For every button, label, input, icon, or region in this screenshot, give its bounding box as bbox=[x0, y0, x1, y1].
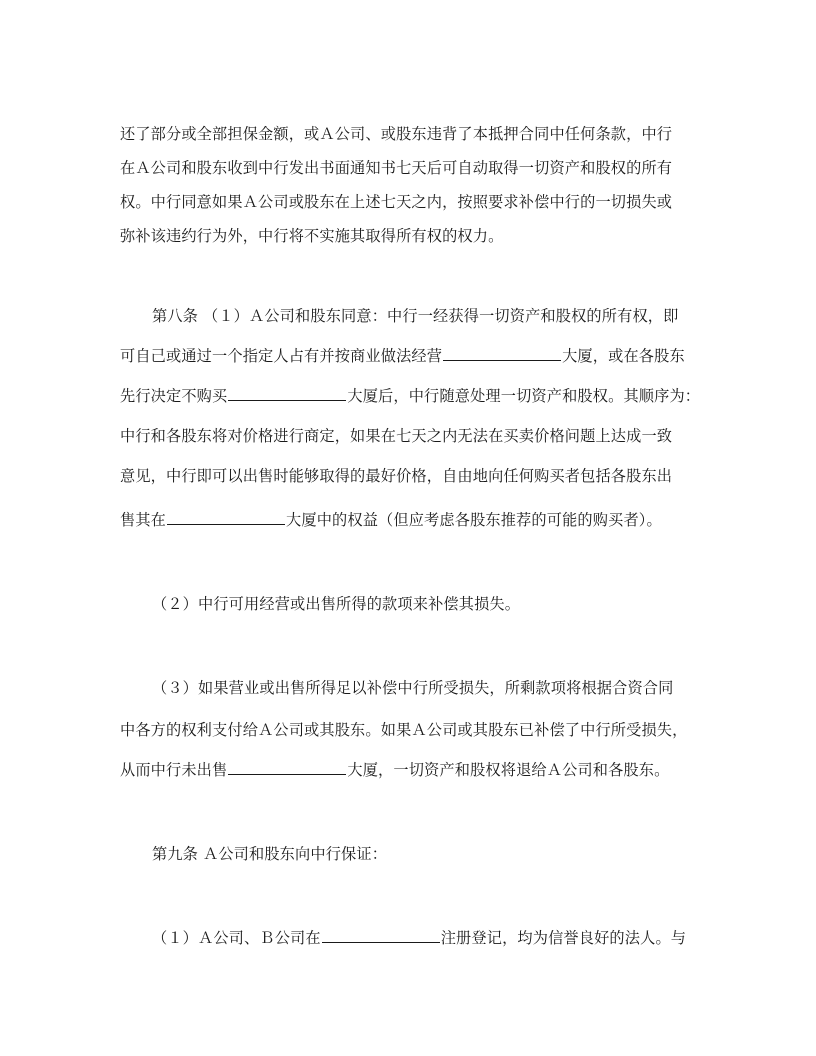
fill-in-blank bbox=[443, 346, 561, 361]
article-8-clause-2: （２）中行可用经营或出售所得的款项来补偿其损失。 bbox=[152, 595, 521, 613]
paragraph-1-line-1: 还了部分或全部担保金额，或Ａ公司、或股东违背了本抵押合同中任何条款，中行 bbox=[120, 125, 673, 143]
fill-in-blank bbox=[322, 928, 440, 943]
article-8-clause-3-line-1: （３）如果营业或出售所得足以补偿中行所受损失，所剩款项将根据合资合同 bbox=[152, 679, 674, 697]
article-8-clause-3-line-2: 中各方的权利支付给Ａ公司或其股东。如果Ａ公司或其股东已补偿了中行所受损失， bbox=[120, 721, 688, 739]
article-8-clause-1-line-6 bbox=[120, 510, 700, 530]
text-segment: 大厦后，中行随意处理一切资产和股权。其顺序为： bbox=[347, 387, 701, 405]
fill-in-blank bbox=[228, 386, 346, 401]
paragraph-1-line-4: 弥补该违约行为外，中行将不实施其取得所有权的权力。 bbox=[120, 227, 504, 245]
text-segment: 大厦中的权益（但应考虑各股东推荐的可能的购买者）。 bbox=[286, 511, 662, 529]
article-8-clause-1-line-1: 第八条 （１）Ａ公司和股东同意：中行一经获得一切资产和股权的所有权，即 bbox=[152, 307, 679, 325]
article-8-clause-1-line-5: 意见，中行即可以出售时能够取得的最好价格，自由地向任何购买者包括各股东出 bbox=[120, 467, 673, 485]
fill-in-blank bbox=[167, 510, 285, 525]
article-8-clause-1-line-3 bbox=[120, 386, 700, 406]
text-segment: 从而中行未出售 bbox=[120, 761, 228, 779]
article-9-clause-1-line-1 bbox=[152, 928, 700, 948]
text-segment: 先行决定不购买 bbox=[120, 387, 228, 405]
article-8-clause-1-line-4: 中行和各股东将对价格进行商定，如果在七天之内无法在买卖价格问题上达成一致 bbox=[120, 427, 673, 445]
text-segment: 大厦，一切资产和股权将退给Ａ公司和各股东。 bbox=[347, 761, 670, 779]
text-segment: 售其在 bbox=[120, 511, 167, 529]
paragraph-1-line-3: 权。中行同意如果Ａ公司或股东在上述七天之内，按照要求补偿中行的一切损失或 bbox=[120, 193, 673, 211]
text-segment: （１）Ａ公司、Ｂ公司在 bbox=[152, 929, 321, 947]
text-segment: 大厦，或在各股东 bbox=[562, 347, 685, 365]
article-8-clause-3-line-3 bbox=[120, 760, 700, 780]
article-9-heading: 第九条 Ａ公司和股东向中行保证： bbox=[152, 845, 388, 863]
paragraph-1-line-2: 在Ａ公司和股东收到中行发出书面通知书七天后可自动取得一切资产和股权的所有 bbox=[120, 159, 673, 177]
text-segment: 注册登记，均为信誉良好的法人。与 bbox=[440, 929, 687, 947]
article-8-clause-1-line-2 bbox=[120, 346, 700, 366]
fill-in-blank bbox=[228, 760, 346, 775]
text-segment: 可自己或通过一个指定人占有并按商业做法经营 bbox=[120, 347, 443, 365]
